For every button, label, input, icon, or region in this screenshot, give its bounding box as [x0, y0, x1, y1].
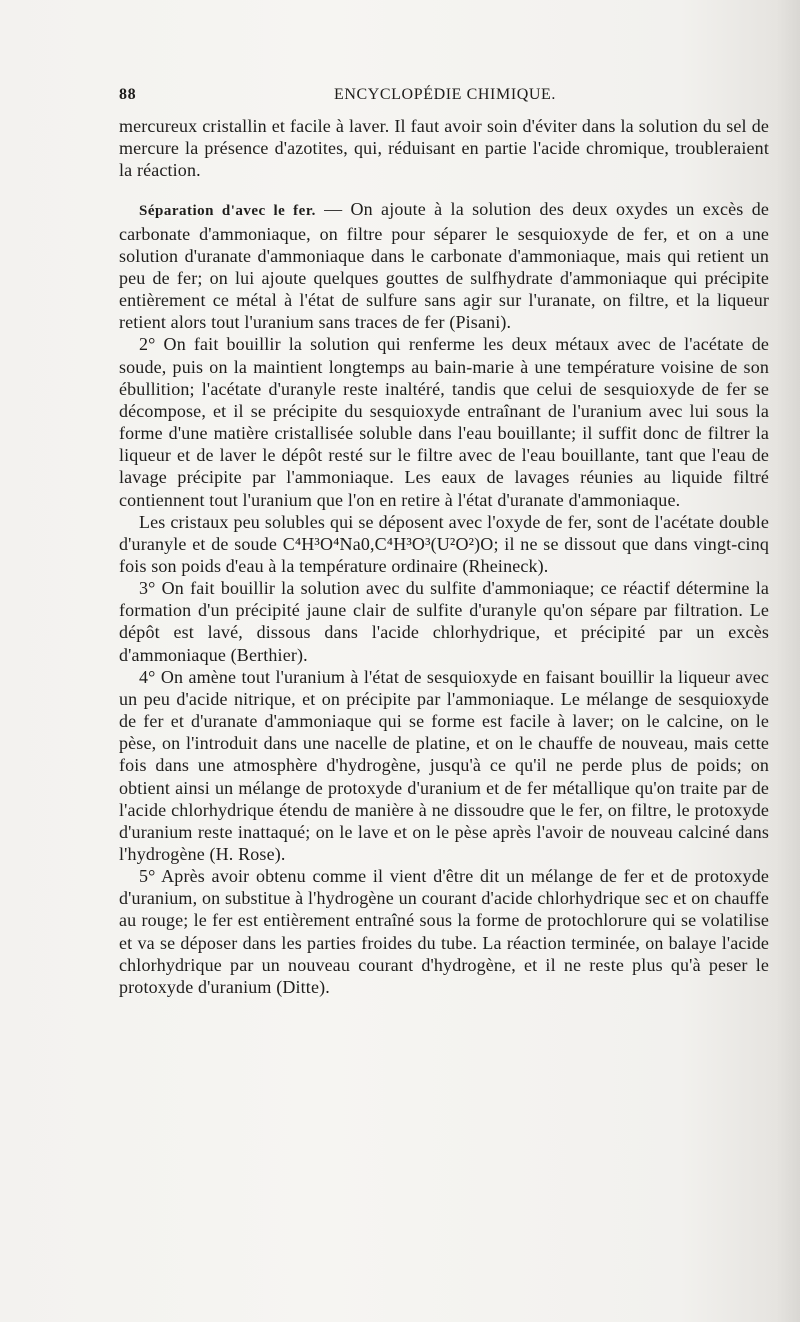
paragraph-method-2: 2° On fait bouillir la solution qui renferme les deux métaux avec de l'acétate de soude, puis on la maintient longtemps au bain-marie à une température voisine de son ébullition; l'acétate d'uranyle reste inaltéré, tandis que celui de sesquioxyde de fer se décompose, et il se précipite du sesquioxyde entraînant de l'uranium avec lui sous la forme d'une matière cristallisée soluble dans l'eau bouillante; il suffit donc de filtrer la liqueur et de laver le dépôt resté sur le filtre avec de l'eau bouillante, tant que l'eau de lavage précipite par l'ammoniaque. Les eaux de lavages réunies au liquide filtré contiennent tout l'uranium que l'on en retire à l'état d'uranate d'ammoniaque. [119, 334, 769, 510]
chemical-formula: C⁴H³O⁴Na0,C⁴H³O³(U²O²)O [282, 533, 494, 554]
paragraph-method-4: 4° On amène tout l'uranium à l'état de sesquioxyde en faisant bouillir la liqueur avec un peu d'acide nitrique, et on précipite par l'ammoniaque. Le mélange de sesquioxyde de fer et d'uranate d'ammoniaque qui se forme est facile à laver; on le calcine, on le pèse, on l'introduit dans une nacelle de platine, et on le chauffe de nouveau, mais cette fois dans une atmosphère d'hydrogène, jusqu'à ce qu'il ne perde plus de poids; on obtient ainsi un mélange de protoxyde d'uranium et de fer métallique qu'on traite par de l'acide chlorhydrique étendu de manière à ne dissoudre que le fer, on filtre, le protoxyde d'uranium reste inattaqué; on le lave et on le pèse après l'avoir de nouveau calciné dans l'hydrogène (H. Rose). [119, 666, 769, 864]
paragraph-continuation: mercureux cristallin et facile à laver. Il faut avoir soin d'éviter dans la solution du sel de mercure la présence d'azotites, qui, réduisant en partie l'acide chromique, troubleraient la réaction. [119, 116, 769, 181]
paragraph-method-5: 5° Après avoir obtenu comme il vient d'être dit un mélange de fer et de protoxyde d'uranium, on substitue à l'hydrogène un courant d'acide chlorhydrique sec et on chauffe au rouge; le fer est entièrement entraîné sous la forme de protochlorure qui se volatilise et va se déposer dans les parties froides du tube. La réaction terminée, on balaye l'acide chlorhydrique par un nouveau courant d'hydrogène, et il ne reste plus qu'à peser le protoxyde d'uranium (Ditte). [119, 866, 769, 997]
section-heading: Séparation d'avec le fer. [139, 203, 316, 220]
page-number: 88 [119, 86, 137, 103]
paragraph-text: ; il ne se dissout que dans vingt-cinq fois son poids d'eau à la température ordinaire (Rheineck). [119, 533, 769, 576]
paragraph-separation-fer [119, 198, 769, 333]
paragraph-text: — On ajoute à la solution des deux oxydes un excès de carbonate d'ammoniaque, on filtre pour séparer le sesquioxyde de fer, et on a une solution d'uranate d'ammoniaque dans le carbonate d'ammoniaque, mais qui retient un peu de fer; on lui ajoute quelques gouttes de sulfhydrate d'ammoniaque qui précipite entièrement ce métal à l'état de sulfure sans agir sur l'uranate, on filtre, et la liqueur retient alors tout l'uranium sans traces de fer (Pisani). [119, 199, 769, 333]
paragraph-cristaux [119, 511, 769, 577]
running-title: ENCYCLOPÉDIE CHIMIQUE. [333, 86, 557, 103]
page-header [119, 86, 771, 108]
paragraph-text: Les cristaux peu solubles qui se déposent avec l'oxyde de fer, sont de l'acétate double d'uranyle et de soude [119, 511, 769, 554]
body-text [119, 115, 769, 998]
paragraph-method-3: 3° On fait bouillir la solution avec du sulfite d'ammoniaque; ce réactif détermine la formation d'un précipité jaune clair de sulfite d'uranyle qu'on sépare par filtration. Le dépôt est lavé, dissous dans l'acide chlorhydrique, et précipité par un excès d'ammoniaque (Berthier). [119, 578, 769, 665]
